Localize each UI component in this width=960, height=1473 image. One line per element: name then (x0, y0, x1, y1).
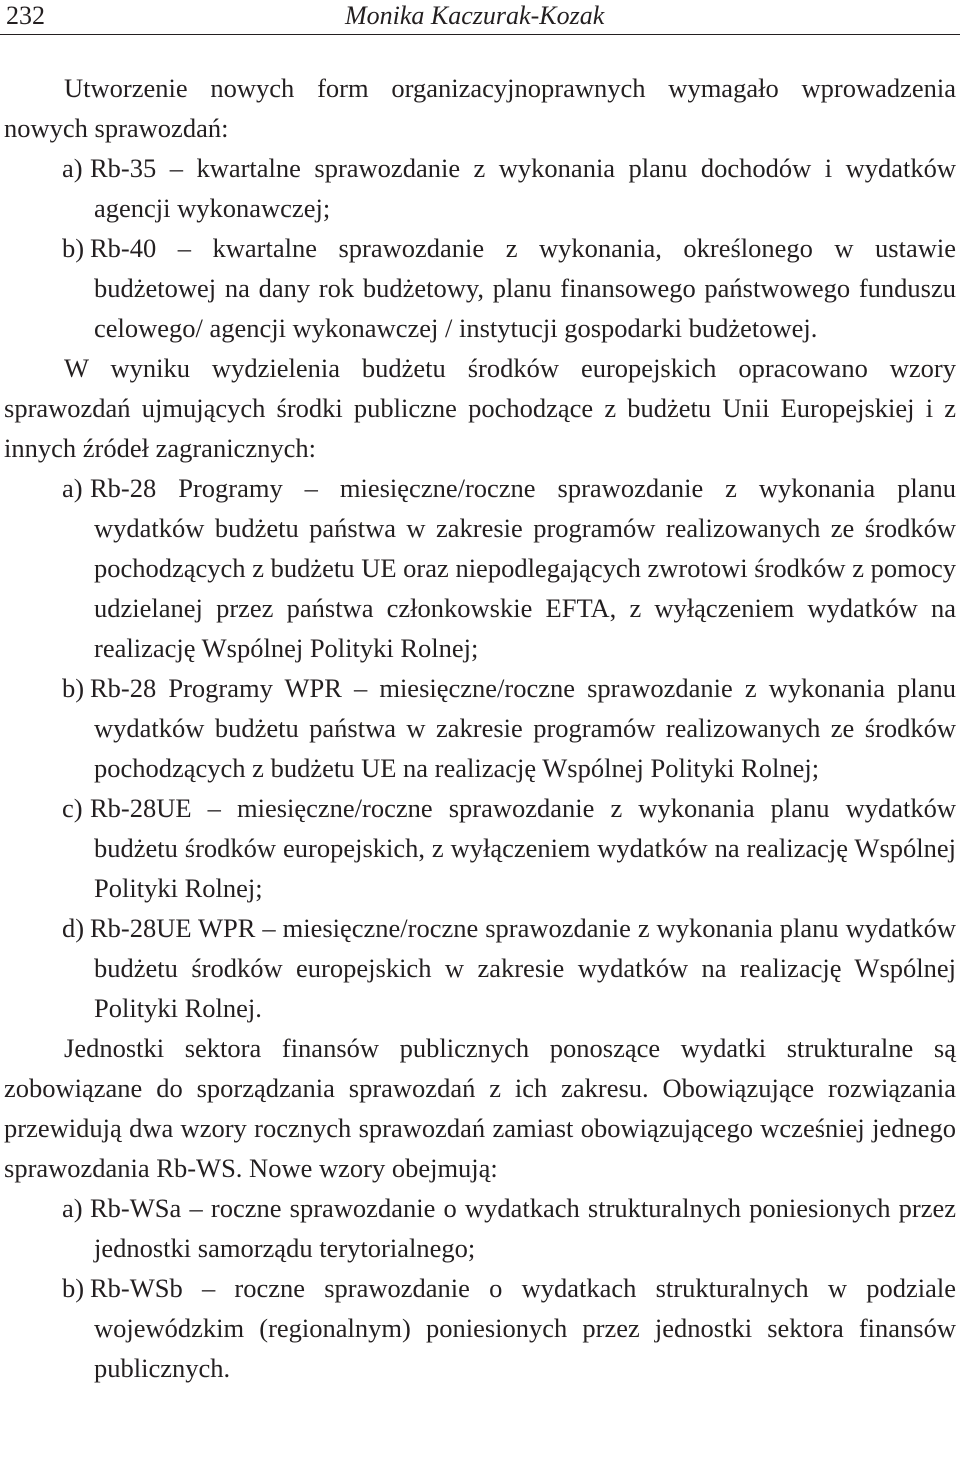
list-item (62, 148, 956, 228)
list-item (62, 668, 956, 788)
page-number: 232 (6, 1, 45, 30)
list-item-text: Rb-28UE – miesięczne/roczne sprawozdanie z wykonania planu wydatków budżetu środków europejskich, z wyłączeniem wydatków na realizację Wspólnej Polityki Rolnej; (90, 793, 956, 903)
list-item (62, 228, 956, 348)
list-item-text: Rb-28 Programy WPR – miesięczne/roczne sprawozdanie z wykonania planu wydatków budżetu państwa w zakresie programów realizowanych ze środków pochodzących z budżetu UE na realizację Wspólnej Polityki Rolnej; (90, 673, 956, 783)
list-item (62, 788, 956, 908)
paragraph: Jednostki sektora finansów publicznych ponoszące wydatki strukturalne są zobowiązane do sporządzania sprawozdań z ich zakresu. Obowiązujące rozwiązania przewidują dwa wzory rocznych sprawozdań zamiast obowiązującego wcześniej jednego sprawozdania Rb-WS. Nowe wzory obejmują: (4, 1033, 956, 1183)
page-header (0, 0, 960, 35)
list (4, 1188, 956, 1388)
list-item-text: Rb-WSb – roczne sprawozdanie o wydatkach strukturalnych w podziale wojewódzkim (regionalnym) poniesionych przez jednostki sektora finansów publicznych. (90, 1273, 956, 1383)
list-marker: a) (62, 1193, 83, 1223)
list-marker: b) (62, 233, 85, 263)
list-marker: a) (62, 473, 83, 503)
paragraph: W wyniku wydzielenia budżetu środków europejskich opracowano wzory sprawozdań ujmujących środki publiczne pochodzące z budżetu Unii Europejskiej i z innych źródeł zagranicznych: (4, 353, 956, 463)
list (4, 148, 956, 348)
list-item-text: Rb-35 – kwartalne sprawozdanie z wykonania planu dochodów i wydatków agencji wykonawczej; (90, 153, 956, 223)
paragraph: Utworzenie nowych form organizacyjnoprawnych wymagało wprowadzenia nowych sprawozdań: (4, 73, 956, 143)
list-marker: c) (62, 793, 83, 823)
list-item (62, 468, 956, 668)
list-item (62, 908, 956, 1028)
list-marker: b) (62, 673, 85, 703)
list-marker: a) (62, 153, 83, 183)
list-marker: d) (62, 913, 85, 943)
list-item (62, 1268, 956, 1388)
page-body (4, 68, 956, 1388)
list-item-text: Rb-40 – kwartalne sprawozdanie z wykonania, określonego w ustawie budżetowej na dany rok budżetowy, planu finansowego państwowego funduszu celowego/ agencji wykonawczej / instytucji gospodarki budżetowej. (90, 233, 956, 343)
list-marker: b) (62, 1273, 85, 1303)
list-item-text: Rb-28UE WPR – miesięczne/roczne sprawozdanie z wykonania planu wydatków budżetu środków europejskich w zakresie wydatków na realizację Wspólnej Polityki Rolnej. (90, 913, 956, 1023)
list-item-text: Rb-28 Programy – miesięczne/roczne sprawozdanie z wykonania planu wydatków budżetu państwa w zakresie programów realizowanych ze środków pochodzących z budżetu UE oraz niepodlegających zwrotowi środków z pomocy udzielanej przez państwa członkowskie EFTA, z wyłączeniem wydatków na realizację Wspólnej Polityki Rolnej; (90, 473, 956, 663)
list (4, 468, 956, 1028)
list-item-text: Rb-WSa – roczne sprawozdanie o wydatkach strukturalnych poniesionych przez jednostki samorządu terytorialnego; (90, 1193, 956, 1263)
list-item (62, 1188, 956, 1268)
running-head: Monika Kaczurak-Kozak (345, 1, 605, 30)
